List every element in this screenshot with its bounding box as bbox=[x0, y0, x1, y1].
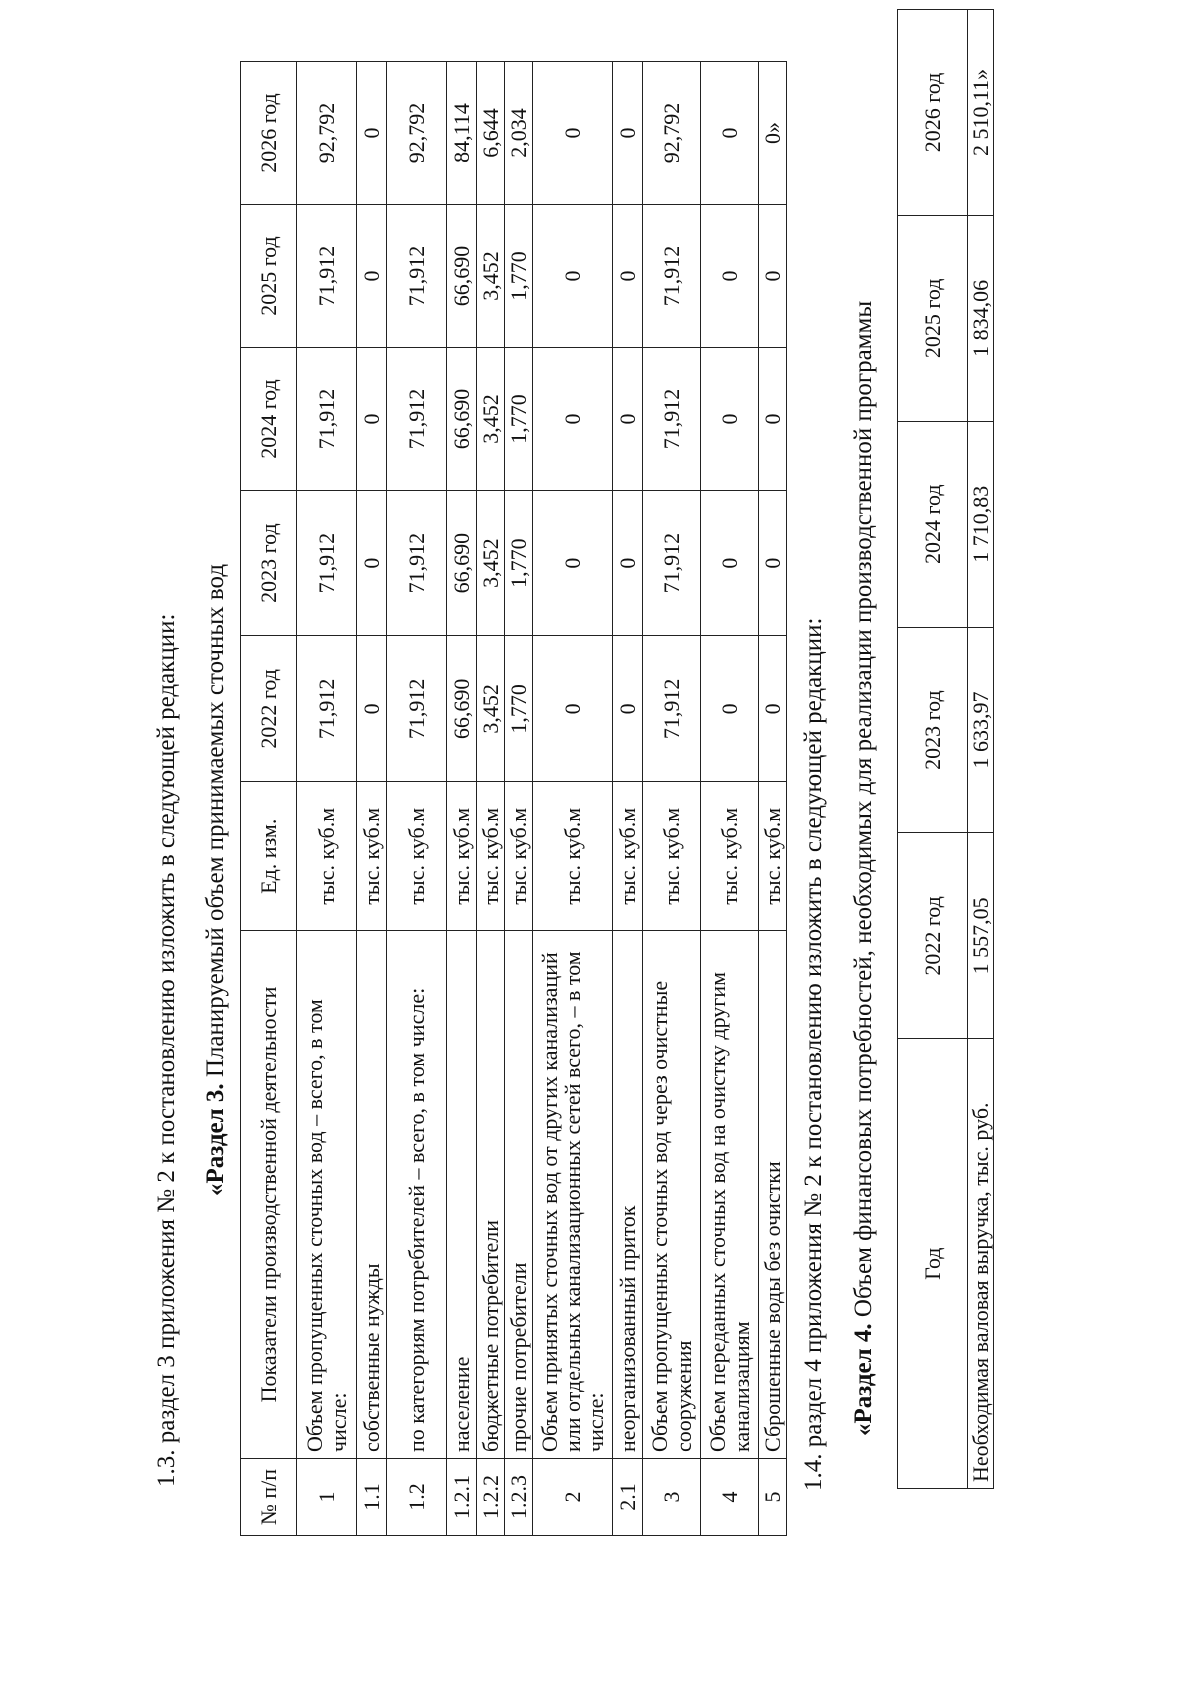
header-year: Год bbox=[898, 1039, 968, 1489]
cell-2023: 0 bbox=[613, 491, 643, 636]
cell-2024: 66,690 bbox=[447, 348, 477, 491]
row-unit: тыс. куб.м bbox=[505, 782, 533, 931]
cell-2023: 0 bbox=[759, 491, 787, 636]
row-indicator: Объем пропущенных сточных вод – всего, в том числе: bbox=[297, 931, 357, 1459]
row-indicator: прочие потребители bbox=[505, 931, 533, 1459]
cell-2026: 6,644 bbox=[477, 62, 505, 205]
cell-2026: 0 bbox=[701, 62, 759, 205]
cell-2023: 0 bbox=[701, 491, 759, 636]
cell-2025: 66,690 bbox=[447, 205, 477, 348]
cell-2023: 71,912 bbox=[297, 491, 357, 636]
table-row bbox=[759, 62, 787, 1536]
section4-title-bold: «Раздел 4. bbox=[850, 1323, 877, 1436]
row-unit: тыс. куб.м bbox=[447, 782, 477, 931]
row-unit: тыс. куб.м bbox=[477, 782, 505, 931]
section3-title-rest: Планируемый объем принимаемых сточных вод bbox=[202, 563, 229, 1084]
table-row bbox=[505, 62, 533, 1536]
header-indicator: Показатели производственной деятельности bbox=[241, 931, 297, 1459]
row-num: 1.2 bbox=[387, 1459, 447, 1536]
cell-2022: 0 bbox=[613, 636, 643, 782]
cell-2025: 1 834,06 bbox=[968, 215, 994, 421]
header-2024: 2024 год bbox=[898, 421, 968, 627]
header-2022: 2022 год bbox=[241, 636, 297, 782]
cell-2024: 1,770 bbox=[505, 348, 533, 491]
cell-2022: 0 bbox=[533, 636, 613, 782]
cell-2024: 0 bbox=[613, 348, 643, 491]
cell-2026: 0 bbox=[357, 62, 387, 205]
table-row bbox=[297, 62, 357, 1536]
table-row bbox=[357, 62, 387, 1536]
header-2023: 2023 год bbox=[898, 627, 968, 833]
row-indicator: Объем принятых сточных вод от других канализаций или отдельных канализационных сетей всего, – в том числе: bbox=[533, 931, 613, 1459]
row-num: 4 bbox=[701, 1459, 759, 1536]
cell-2026: 92,792 bbox=[643, 62, 701, 205]
row-indicator: неорганизованный приток bbox=[613, 931, 643, 1459]
intro-1-4: 1.4. раздел 4 приложения № 2 к постановлению изложить в следующей редакции: bbox=[800, 617, 827, 1491]
section3-title-bold: «Раздел 3. bbox=[202, 1083, 229, 1196]
row-unit: тыс. куб.м bbox=[533, 782, 613, 931]
row-num: 3 bbox=[643, 1459, 701, 1536]
cell-2024: 1 710,83 bbox=[968, 421, 994, 627]
cell-2022: 0 bbox=[759, 636, 787, 782]
table-row bbox=[533, 62, 613, 1536]
section4-header-row bbox=[898, 10, 968, 1489]
cell-2025: 0 bbox=[701, 205, 759, 348]
row-num: 1 bbox=[297, 1459, 357, 1536]
row-num: 2.1 bbox=[613, 1459, 643, 1536]
cell-2025: 71,912 bbox=[643, 205, 701, 348]
cell-2026: 92,792 bbox=[297, 62, 357, 205]
row-indicator: Объем переданных сточных вод на очистку другим канализациям bbox=[701, 931, 759, 1459]
cell-2022: 71,912 bbox=[387, 636, 447, 782]
cell-2023: 66,690 bbox=[447, 491, 477, 636]
cell-2023: 3,452 bbox=[477, 491, 505, 636]
cell-2022: 71,912 bbox=[297, 636, 357, 782]
row-unit: тыс. куб.м bbox=[613, 782, 643, 931]
row-indicator: население bbox=[447, 931, 477, 1459]
cell-2025: 0 bbox=[613, 205, 643, 348]
header-2022: 2022 год bbox=[898, 833, 968, 1039]
row-indicator: Сброшенные воды без очистки bbox=[759, 931, 787, 1459]
cell-2025: 0 bbox=[759, 205, 787, 348]
row-unit: тыс. куб.м bbox=[297, 782, 357, 931]
cell-2023: 0 bbox=[357, 491, 387, 636]
header-2026: 2026 год bbox=[898, 10, 968, 216]
cell-2024: 0 bbox=[357, 348, 387, 491]
row-unit: тыс. куб.м bbox=[759, 782, 787, 931]
header-2025: 2025 год bbox=[898, 215, 968, 421]
cell-2026: 2 510,11» bbox=[968, 10, 994, 216]
cell-2022: 71,912 bbox=[643, 636, 701, 782]
cell-2022: 0 bbox=[357, 636, 387, 782]
rotated-page bbox=[0, 1, 1200, 1701]
table-row bbox=[387, 62, 447, 1536]
cell-2022: 1,770 bbox=[505, 636, 533, 782]
cell-2026: 2,034 bbox=[505, 62, 533, 205]
header-unit: Ед. изм. bbox=[241, 782, 297, 931]
row-indicator: Объем пропущенных сточных вод через очистные сооружения bbox=[643, 931, 701, 1459]
row-num: 1.1 bbox=[357, 1459, 387, 1536]
table-row bbox=[447, 62, 477, 1536]
table-row bbox=[701, 62, 759, 1536]
cell-2024: 71,912 bbox=[643, 348, 701, 491]
cell-2025: 1,770 bbox=[505, 205, 533, 348]
table-row bbox=[613, 62, 643, 1536]
section3-table bbox=[240, 61, 787, 1536]
row-num: 1.2.2 bbox=[477, 1459, 505, 1536]
cell-2024: 71,912 bbox=[297, 348, 357, 491]
row-num: 1.2.3 bbox=[505, 1459, 533, 1536]
row-name: Необходимая валовая выручка, тыс. руб. bbox=[968, 1039, 994, 1489]
table-row bbox=[968, 10, 994, 1489]
section3-header-row bbox=[241, 62, 297, 1536]
header-2024: 2024 год bbox=[241, 348, 297, 491]
row-unit: тыс. куб.м bbox=[701, 782, 759, 931]
cell-2022: 0 bbox=[701, 636, 759, 782]
cell-2026: 0 bbox=[613, 62, 643, 205]
cell-2023: 1,770 bbox=[505, 491, 533, 636]
row-unit: тыс. куб.м bbox=[357, 782, 387, 931]
cell-2023: 1 633,97 bbox=[968, 627, 994, 833]
header-2025: 2025 год bbox=[241, 205, 297, 348]
cell-2022: 66,690 bbox=[447, 636, 477, 782]
row-num: 2 bbox=[533, 1459, 613, 1536]
header-2026: 2026 год bbox=[241, 62, 297, 205]
cell-2025: 71,912 bbox=[387, 205, 447, 348]
cell-2024: 0 bbox=[701, 348, 759, 491]
cell-2022: 3,452 bbox=[477, 636, 505, 782]
table-row bbox=[477, 62, 505, 1536]
row-unit: тыс. куб.м bbox=[643, 782, 701, 931]
cell-2026: 0 bbox=[533, 62, 613, 205]
cell-2025: 71,912 bbox=[297, 205, 357, 348]
cell-2024: 3,452 bbox=[477, 348, 505, 491]
section4-title-rest: Объем финансовых потребностей, необходимых для реализации производственной программы bbox=[850, 300, 877, 1324]
cell-2025: 0 bbox=[357, 205, 387, 348]
cell-2025: 0 bbox=[533, 205, 613, 348]
row-num: 1.2.1 bbox=[447, 1459, 477, 1536]
cell-2023: 71,912 bbox=[387, 491, 447, 636]
cell-2022: 1 557,05 bbox=[968, 833, 994, 1039]
cell-2023: 0 bbox=[533, 491, 613, 636]
row-indicator: бюджетные потребители bbox=[477, 931, 505, 1459]
cell-2024: 71,912 bbox=[387, 348, 447, 491]
cell-2023: 71,912 bbox=[643, 491, 701, 636]
cell-2025: 3,452 bbox=[477, 205, 505, 348]
section4-table bbox=[897, 9, 994, 1489]
row-indicator: по категориям потребителей – всего, в том числе: bbox=[387, 931, 447, 1459]
header-2023: 2023 год bbox=[241, 491, 297, 636]
section4-title bbox=[850, 301, 878, 1436]
row-unit: тыс. куб.м bbox=[387, 782, 447, 931]
cell-2026: 92,792 bbox=[387, 62, 447, 205]
row-num: 5 bbox=[759, 1459, 787, 1536]
section3-title bbox=[202, 564, 230, 1196]
row-indicator: собственные нужды bbox=[357, 931, 387, 1459]
table-row bbox=[643, 62, 701, 1536]
header-num: № п/п bbox=[241, 1459, 297, 1536]
cell-2024: 0 bbox=[533, 348, 613, 491]
cell-2024: 0 bbox=[759, 348, 787, 491]
cell-2026: 84,114 bbox=[447, 62, 477, 205]
intro-1-3: 1.3. раздел 3 приложения № 2 к постановлению изложить в следующей редакции: bbox=[153, 613, 180, 1487]
cell-2026: 0» bbox=[759, 62, 787, 205]
